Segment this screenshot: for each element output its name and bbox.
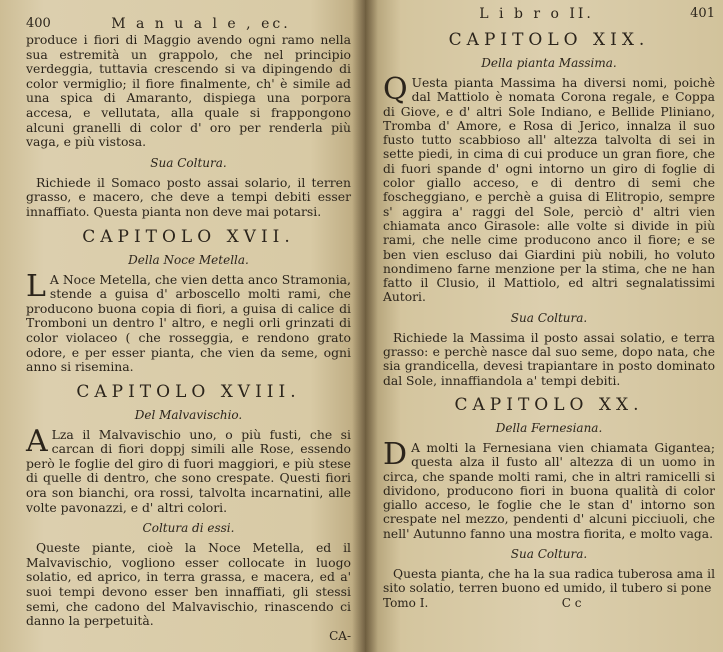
chapter-title-20: CAPITOLO XX. <box>454 394 644 415</box>
continuation-paragraph: produce i fiori di Maggio avendo ogni ramo nella sua estremità un grappolo, che nel principio verdeggia, tuttavia crescendo si va dipingendo di color vermiglio; il fiore finalmente, ch' è simile ad una spica di Amaranto, dispiega una porpora accesa, e vellutata, alla quale si frappongono alcuni granelli di color d' oro per renderla più vaga, e più vistosa. <box>26 32 351 150</box>
running-title-right: L i b r o II. <box>479 6 594 22</box>
cultivation-paragraph: Questa pianta, che ha la sua radica tuberosa ama il sito solatio, terren buono ed umido, il tubero si pone <box>383 567 715 596</box>
chapter-paragraph-17 <box>26 268 351 375</box>
catchword: CA- <box>329 628 351 643</box>
chapter-text: A Noce Metella, che vien detta anco Stramonia, stende a guisa d' arboscello molti rami, che producono buona copia di fiori, a guisa di calice di Tromboni un dentro l' altro, e negli orli grinzati di color violaceo ( che rosseggia, e rendono grato odore, e per esser pianta, che vien da seme, ogni anno si risemina. <box>26 271 351 375</box>
cultivation-paragraph: Richiede la Massima il posto assai solatio, e terra grasso: e perchè nasce dal suo seme, dopo nata, che sia grandicella, devesi trapiantare in posto dominato dal Sole, innaffiandola a' tempi debiti. <box>383 330 715 388</box>
cultivation-heading: Sua Coltura. <box>510 547 588 562</box>
chapter-subtitle-18: Del Malvavischio. <box>134 407 243 422</box>
chapter-subtitle-17: Della Noce Metella. <box>128 252 249 267</box>
chapter-paragraph-19 <box>383 72 715 305</box>
chapter-subtitle-20: Della Fernesiana. <box>495 420 603 435</box>
chapter-title-17: CAPITOLO XVII. <box>82 226 295 247</box>
page-number-left: 400 <box>26 16 51 31</box>
cultivation-heading: Sua Coltura. <box>510 310 588 325</box>
chapter-paragraph-18 <box>26 423 351 516</box>
drop-cap: D <box>383 436 408 472</box>
cultivation-paragraph: Queste piante, cioè la Noce Metella, ed il Malvavischio, vogliono esser collocate in luogo solatio, ed aprico, in terra grassa, e macera, ed a' suoi tempi devono esser ben innaffiati, gli stessi semi, che cadono del Malvavischio, rinascendo ci danno la perpetuità. <box>26 540 351 629</box>
chapter-text: Lza il Malvavischio uno, o più fusti, che si carcan di fiori doppj simili alle Rose, essendo però le foglie del giro di fuori maggiori, e più stese di quelle di dentro, che sono crespate. Questi fiori ora son bianchi, ora rossi, talvolta incarnatini, alle volte pavonazzi, e d' altri colori. <box>26 426 351 515</box>
signature-mark: C c <box>561 595 582 610</box>
drop-cap: A <box>26 423 48 459</box>
cultivation-paragraph: Richiede il Somaco posto assai solario, il terren grasso, e macero, che deve a tempi debiti esser innaffiato. Questa pianta non deve mai potarsi. <box>26 174 351 219</box>
cultivation-heading: Coltura di essi. <box>142 521 235 536</box>
right-page <box>365 0 723 652</box>
chapter-subtitle-19: Della pianta Massima. <box>481 56 617 70</box>
cultivation-heading: Sua Coltura. <box>150 155 227 170</box>
chapter-paragraph-20 <box>383 436 715 541</box>
drop-cap: Q <box>383 72 408 107</box>
right-page-foot <box>383 596 715 610</box>
chapter-text: A molti la Fernesiana vien chiamata Gigantea; questa alza il fusto all' altezza di un uomo in circa, che spande molti rami, che in altri ramicelli si dividono, producono fiori in buona qualità di color giallo acceso, le foglie che le stan d' intorno son crespate nel mezzo, pendenti d' alcuni picciuoli, che nell' Autunno fanno una mostra fiorita, e molto vaga. <box>383 440 715 541</box>
drop-cap: L <box>26 268 46 304</box>
page-number-right: 401 <box>690 6 715 21</box>
running-title-left: M a n u a l e , ec. <box>111 16 291 32</box>
signature-label: Tomo I. <box>383 595 429 610</box>
chapter-title-18: CAPITOLO XVIII. <box>76 381 301 402</box>
left-running-head <box>26 16 351 33</box>
right-running-head <box>383 6 715 23</box>
chapter-text: Uesta pianta Massima ha diversi nomi, poichè dal Mattiolo è nomata Corona regale, e Coppa di Giove, e d' altri Sole Indiano, e Bellide Pliniano, Tromba d' Amore, e Rosa di Jerico, innalza il suo fusto tutto scabbioso all' altezza talvolta di sei in sette piedi, in cima di cui produce un gran fiore, che di fuori spande d' ogni intorno un giro di foglie di color giallo acceso, e di dentro di semi che foscheggiano, e perchè a guisa di Elitropio, sempre s' aggira a' raggi del Sole, perciò d' altri vien chiamata anco Girasole: alle volte si divide in più rami, che nelle cime producono anco il fiore; e se ben vien escluso dai Giardini più nobili, ho voluto nondimeno farne menzione per la stima, che ne han fatto il Clusio, il Mattiolo, ed altri segnalatissimi Autori. <box>383 76 715 305</box>
chapter-title-19: CAPITOLO XIX. <box>448 30 650 50</box>
left-page-foot <box>26 629 351 643</box>
